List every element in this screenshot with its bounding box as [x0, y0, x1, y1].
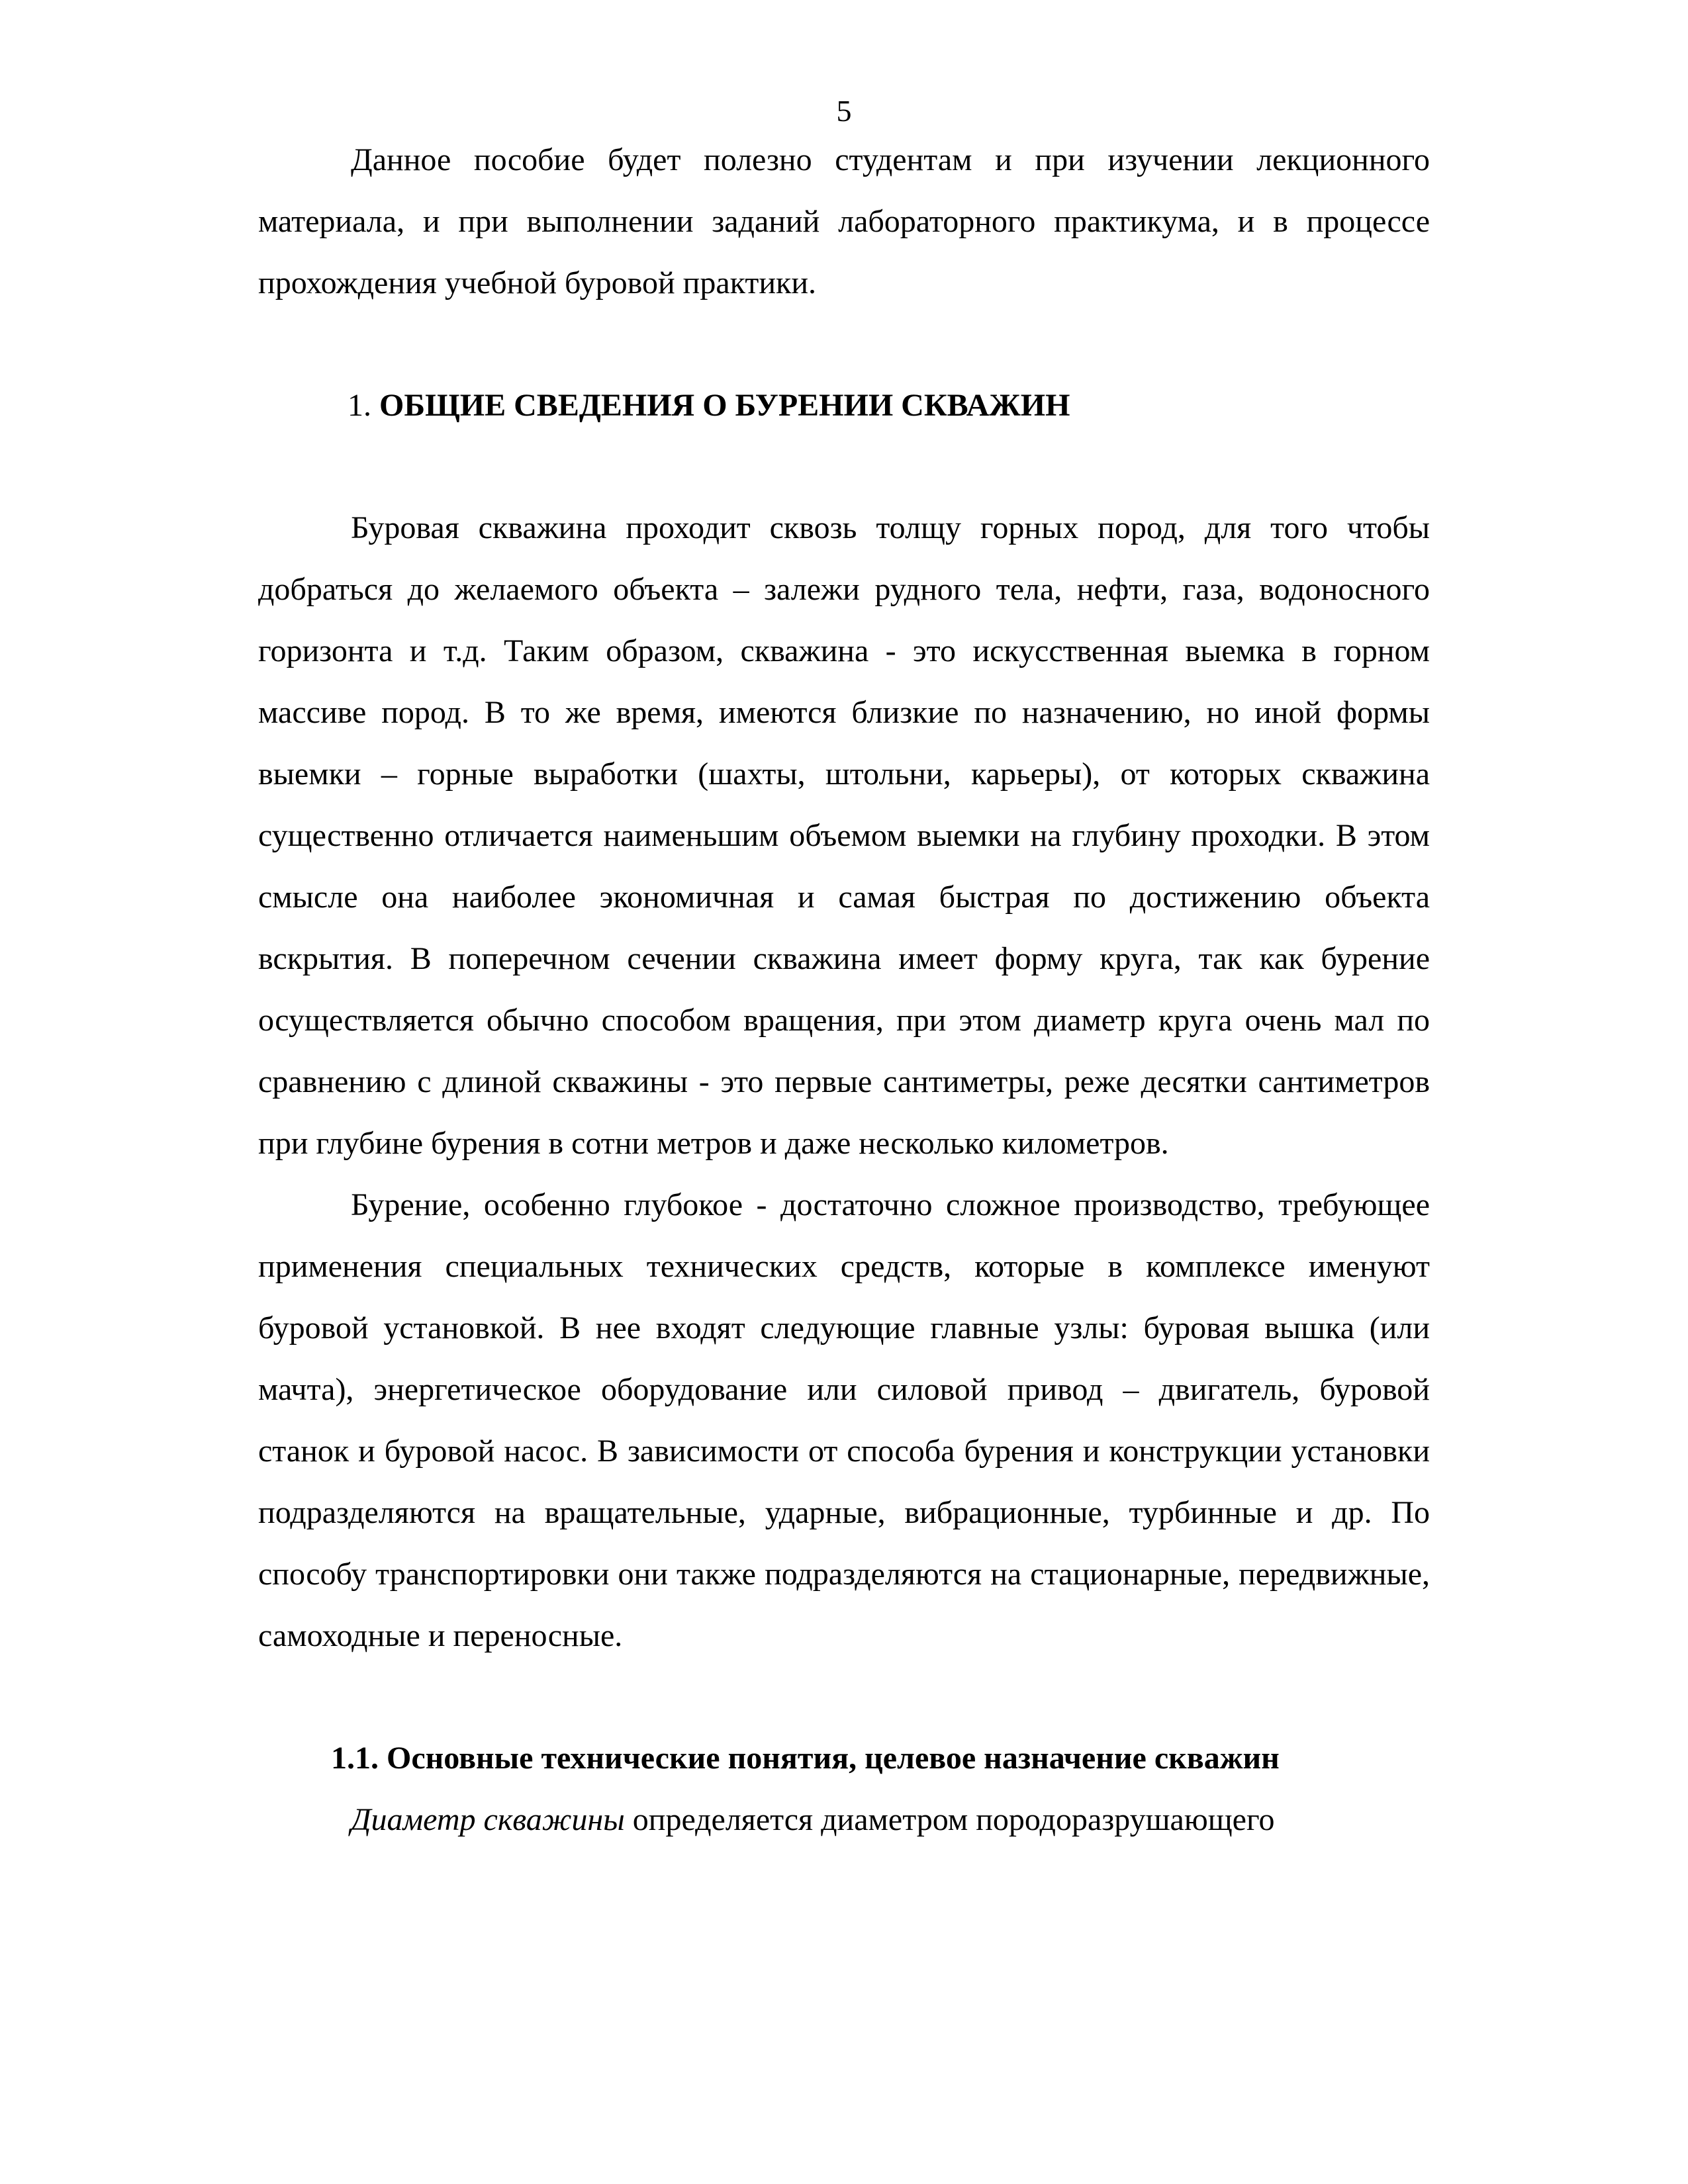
- section-heading: [258, 375, 1430, 436]
- body-paragraph: [258, 1789, 1430, 1850]
- definition-text: определяется диаметром породоразрушающего: [624, 1802, 1275, 1837]
- spacer: [258, 314, 1430, 375]
- section-number: 1.: [348, 388, 371, 423]
- section-title: ОБЩИЕ СВЕДЕНИЯ О БУРЕНИИ СКВАЖИН: [379, 388, 1070, 423]
- intro-paragraph: Данное пособие будет полезно студентам и при изучении лекционного материала, и при выполнении заданий лабораторного практикума, и в процессе прохождения учебной буровой практики.: [258, 142, 1430, 300]
- body-paragraph: Бурение, особенно глубокое - достаточно сложное производство, требующее применения специальных технических средств, которые в комплексе именуют буровой установкой. В нее входят следующие главные узлы: буровая вышка (или мачта), энергетическое оборудование или силовой привод – двигатель, буровой станок и буровой насос. В зависимости от способа бурения и конструкции установки подразделяются на вращательные, ударные, вибрационные, турбинные и др. По способу транспортировки они также подразделяются на стационарные, передвижные, самоходные и переносные.: [258, 1187, 1430, 1653]
- page-number: 5: [836, 94, 852, 128]
- page-content: [258, 129, 1430, 1850]
- subsection-heading: 1.1. Основные технические понятия, целевое назначение скважин: [331, 1741, 1280, 1776]
- spacer: [258, 1666, 1430, 1727]
- body-paragraph: Буровая скважина проходит сквозь толщу горных пород, для того чтобы добраться до желаемого объекта – залежи рудного тела, нефти, газа, водоносного горизонта и т.д. Таким образом, скважина - это искусственная выемка в горном массиве пород. В то же время, имеются близкие по назначению, но иной формы выемки – горные выработки (шахты, штольни, карьеры), от которых скважина существенно отличается наименьшим объемом выемки на глубину проходки. В этом смысле она наиболее экономичная и самая быстрая по достижению объекта вскрытия. В поперечном сечении скважина имеет форму круга, так как бурение осуществляется обычно способом вращения, при этом диаметр круга очень мал по сравнению с длиной скважины - это первые сантиметры, реже десятки сантиметров при глубине бурения в сотни метров и даже несколько километров.: [258, 510, 1430, 1161]
- spacer: [258, 436, 1430, 497]
- defined-term: Диаметр скважины: [351, 1802, 625, 1837]
